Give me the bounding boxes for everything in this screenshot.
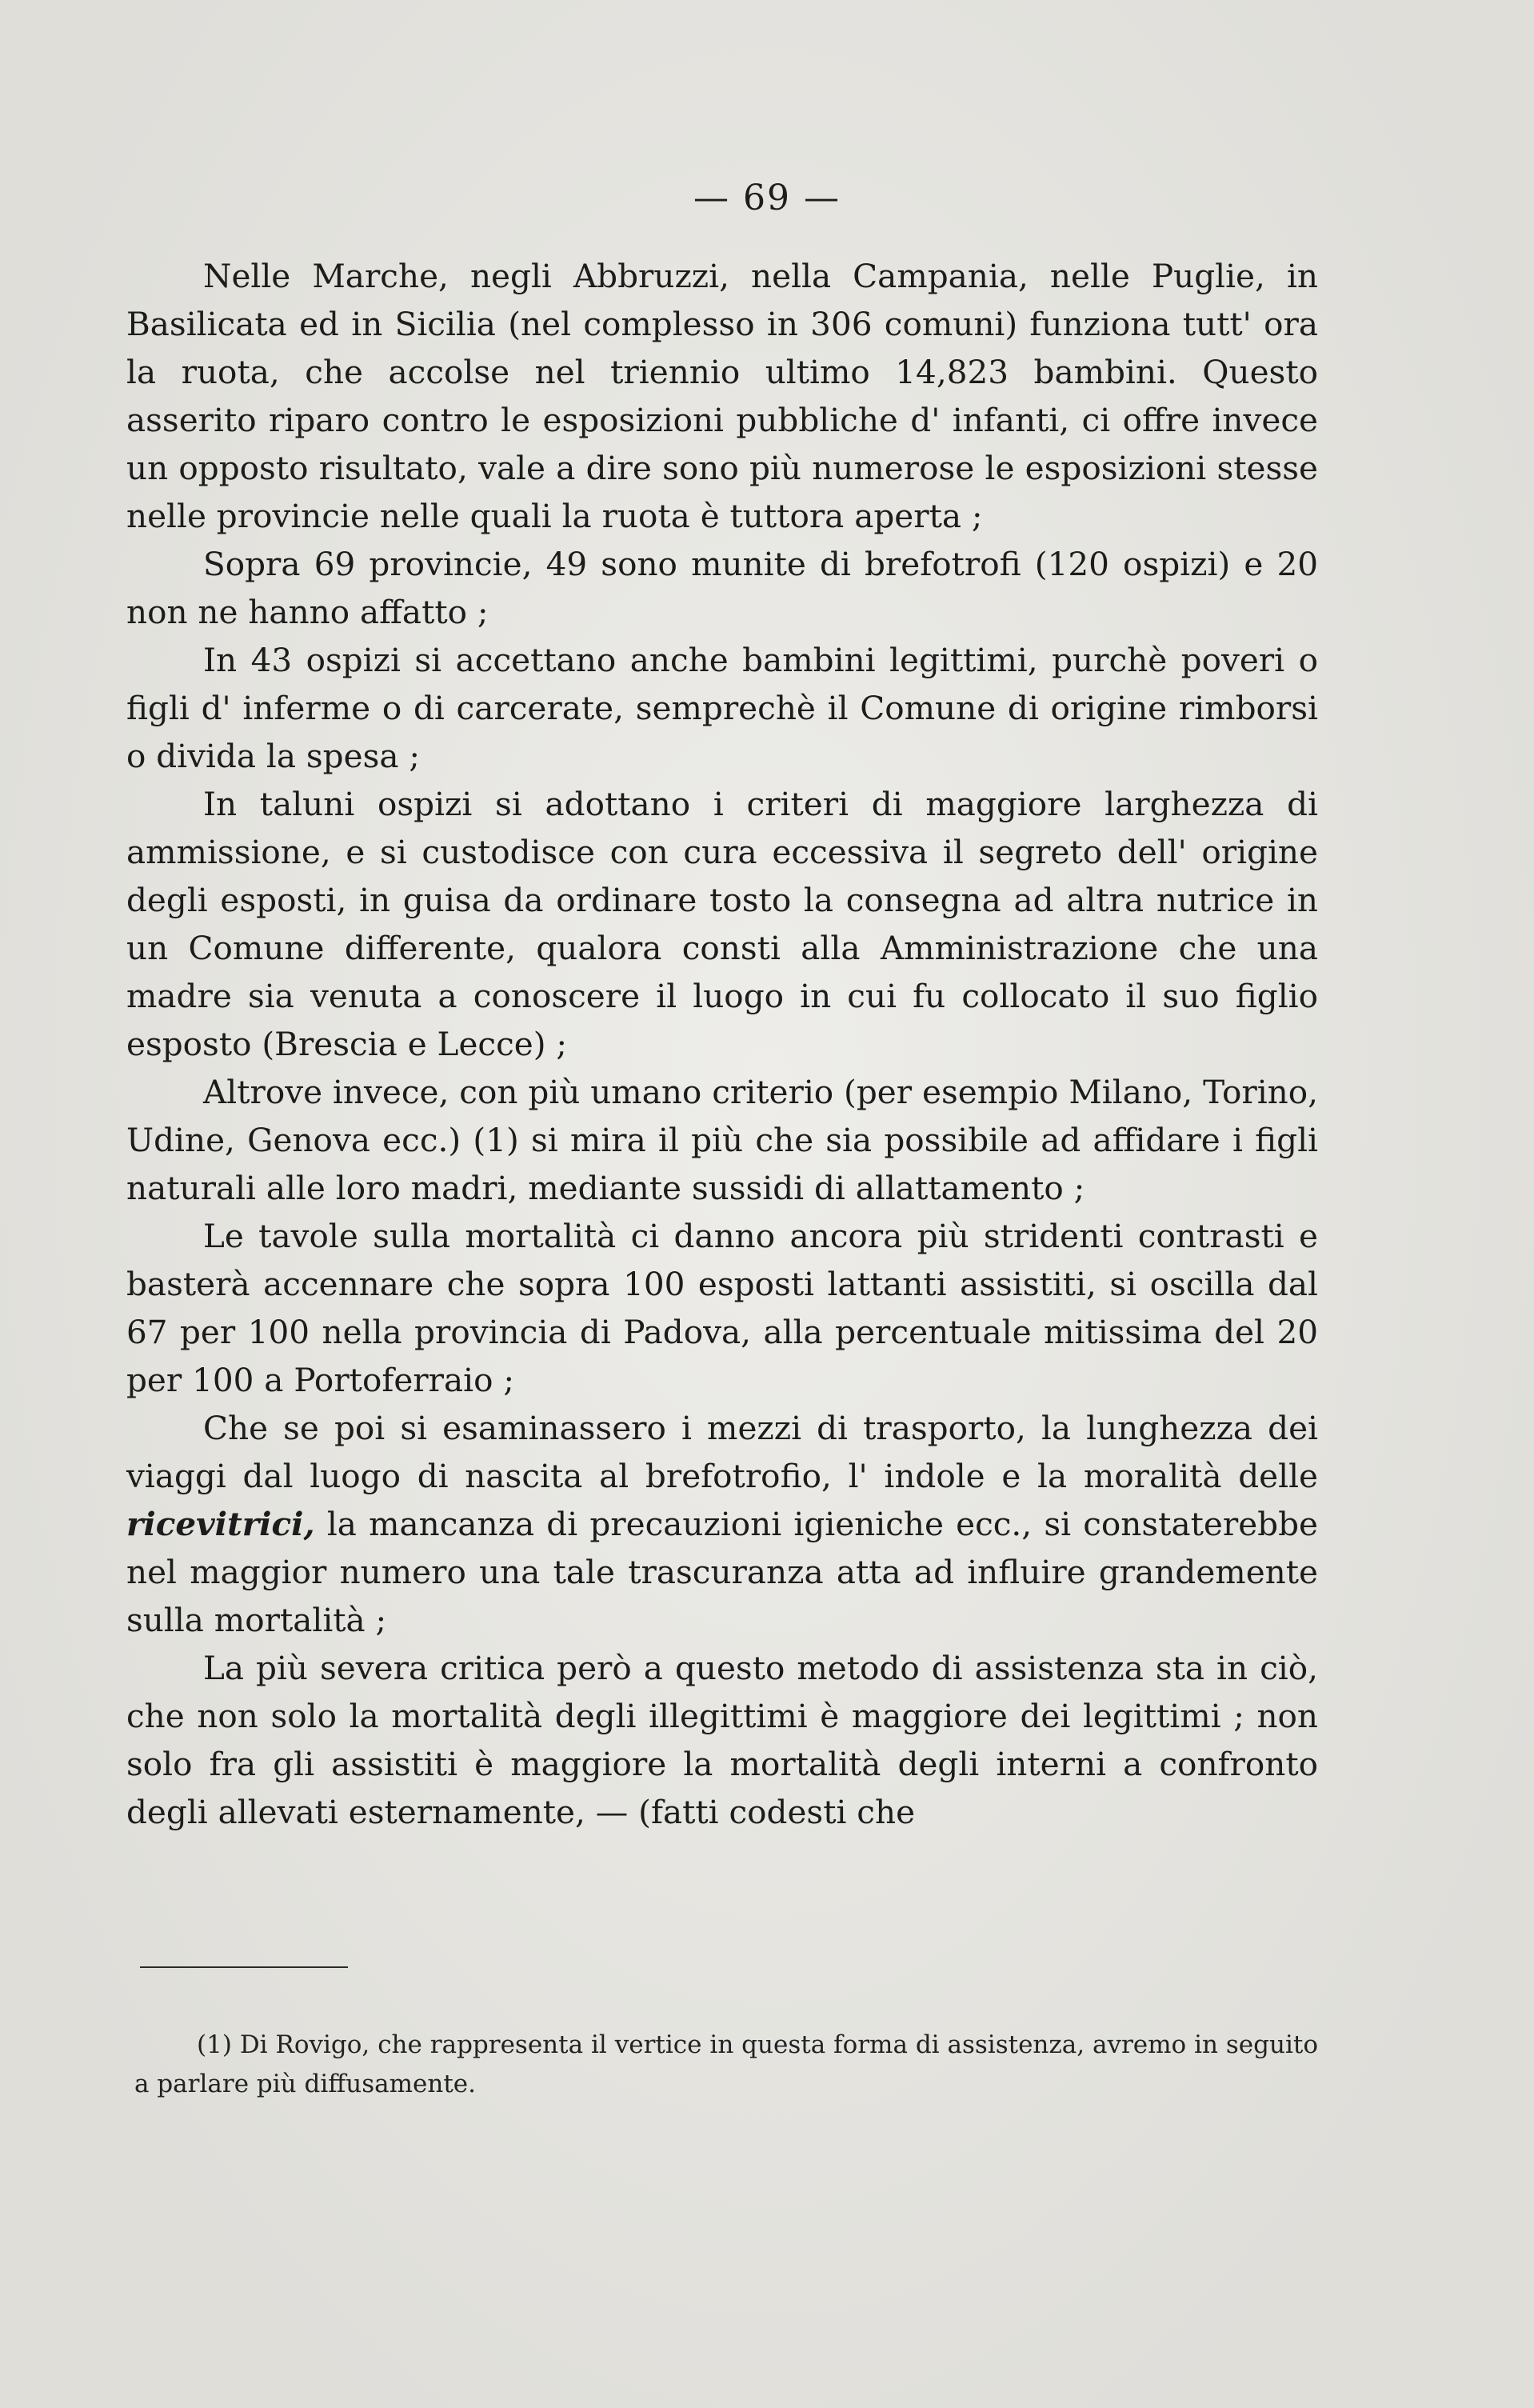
footnote: (1) Di Rovigo, che rappresenta il vertice in questa forma di assistenza, avremo in seguito a parlare più diffusamente. bbox=[134, 2030, 1318, 2098]
italic-word: ricevitrici, bbox=[126, 1505, 315, 1543]
body-text bbox=[126, 252, 1318, 1836]
paragraph: Nelle Marche, negli Abbruzzi, nella Campania, nelle Puglie, in Basilicata ed in Sicilia (nel complesso in 306 comuni) funziona tutt' ora la ruota, che accolse nel triennio ultimo 14,823 bambini. Questo asserito riparo contro le esposizioni pubbliche d' infanti, ci offre invece un opposto risultato, vale a dire sono più numerose le esposizioni stesse nelle provincie nelle quali la ruota è tuttora aperta ; bbox=[126, 257, 1318, 535]
paragraph: In 43 ospizi si accettano anche bambini legittimi, purchè poveri o figli d' inferme o di carcerate, semprechè il Comune di origine rimborsi o divida la spesa ; bbox=[126, 641, 1318, 775]
paragraph: Altrove invece, con più umano criterio (per esempio Milano, Torino, Udine, Genova ecc.) (1) si mira il più che sia possibile ad affidare i figli naturali alle loro madri, mediante sussidi di allattamento ; bbox=[126, 1073, 1318, 1207]
page-number: — 69 — bbox=[693, 178, 841, 218]
footnote-rule bbox=[140, 1966, 348, 1968]
paragraph-text: la mancanza di precauzioni igieniche ecc., si constaterebbe nel maggior numero una tale trascuranza atta ad influire grandemente sulla mortalità ; bbox=[126, 1505, 1318, 1639]
paragraph: La più severa critica però a questo metodo di assistenza sta in ciò, che non solo la mortalità degli illegittimi è maggiore dei legittimi ; non solo fra gli assistiti è maggiore la mortalità degli interni a confronto degli allevati esternamente, — (fatti codesti che bbox=[126, 1649, 1318, 1831]
paragraph: In taluni ospizi si adottano i criteri di maggiore larghezza di ammissione, e si custodisce con cura eccessiva il segreto dell' origine degli esposti, in guisa da ordinare tosto la consegna ad altra nutrice in un Comune differente, qualora consti alla Amministrazione che una madre sia venuta a conoscere il luogo in cui fu collocato il suo figlio esposto (Brescia e Lecce) ; bbox=[126, 785, 1318, 1063]
paragraph-text: Che se poi si esaminassero i mezzi di trasporto, la lunghezza dei viaggi dal luogo di nascita al brefotrofio, l' indole e la moralità delle bbox=[126, 1409, 1318, 1495]
paragraph-with-italic bbox=[126, 1404, 1318, 1644]
paragraph: Le tavole sulla mortalità ci danno ancora più stridenti contrasti e basterà accennare che sopra 100 esposti lattanti assistiti, si oscilla dal 67 per 100 nella provincia di Padova, alla percentuale mitissima del 20 per 100 a Portoferraio ; bbox=[126, 1217, 1318, 1399]
paragraph: Sopra 69 provincie, 49 sono munite di brefotrofi (120 ospizi) e 20 non ne hanno affatto ; bbox=[126, 545, 1318, 631]
